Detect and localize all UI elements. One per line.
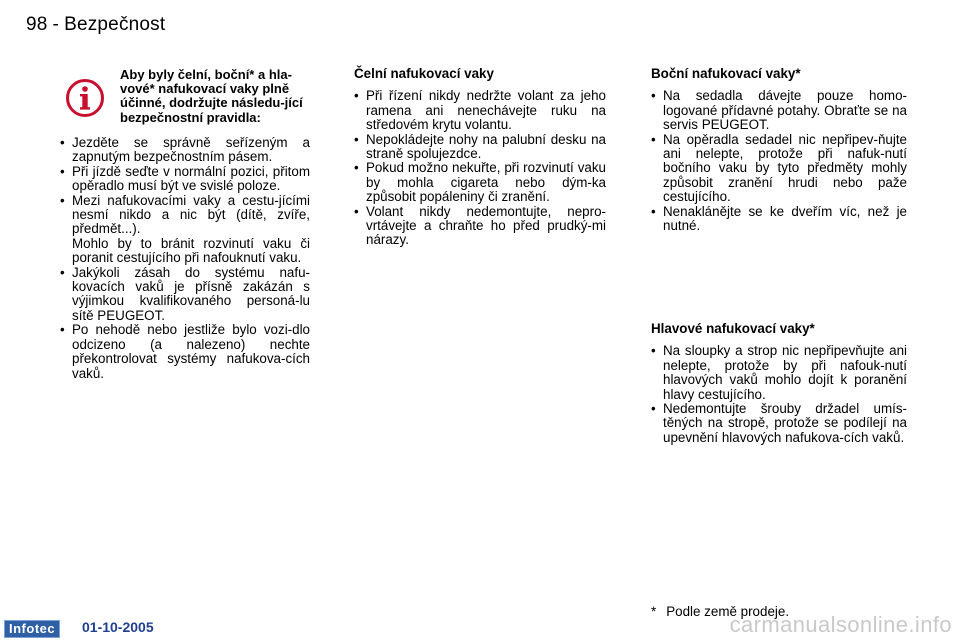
section-heading: Boční nafukovací vaky*: [651, 66, 801, 81]
front-airbags-list: [354, 89, 606, 247]
front-airbags-section: [354, 67, 606, 248]
header-separator: -: [52, 14, 60, 35]
list-item: • Mezi nafukovacími vaky a cestu-jícími nesmí nikdo a nic být (dítě, zvíře, předmět...).: [60, 194, 310, 237]
list-item: • Na sloupky a strop nic nepřipevňujte ani nelepte, protože by při nafouk-nutí hlavových vaků mohlo dojít k poranění hlavy cestujícího.: [651, 344, 907, 402]
list-item: • Nepokládejte nohy na palubní desku na straně spolujezdce.: [354, 133, 606, 162]
list-item-continuation: Mohlo by to bránit rozvinutí vaku či poranit cestujícího při nafouknutí vaku.: [72, 235, 310, 266]
info-icon: [65, 78, 105, 118]
footnote-marker: *: [651, 604, 657, 619]
list-item: • Jakýkoli zásah do systému nafu-kovacích vaků je přísně zakázán s výjimkou kvalifikovaného personá-lu sítě PEUGEOT.: [60, 266, 310, 324]
page-header: [26, 14, 165, 36]
side-airbags-list: [651, 89, 907, 233]
list-item: • Jezděte se správně seřízeným a zapnutým bezpečnostním pásem.: [60, 136, 310, 165]
list-item: • Nedemontujte šrouby držadel umís-těných na stropě, protože se podílejí na upevnění hlavových nafukova-cích vaků.: [651, 402, 907, 445]
infotec-logo: Infotec: [4, 620, 60, 638]
list-item: • Při řízení nikdy nedržte volant za jeho ramena ani nenechávejte ruku na středovém krytu volantu.: [354, 89, 606, 132]
side-airbags-section: [651, 67, 907, 233]
footer-date: 01-10-2005: [82, 619, 154, 635]
watermark: carmanualsonline.info: [729, 612, 952, 637]
page-number: 98: [26, 14, 48, 35]
info-box: [60, 68, 310, 128]
safety-rules-list: [60, 136, 310, 381]
list-item: • Při jízdě seďte v normální pozici, přitom opěradlo musí být ve svislé poloze.: [60, 165, 310, 194]
section-heading: Čelní nafukovací vaky: [354, 66, 494, 81]
head-airbags-section: [651, 322, 907, 445]
info-box-text: Aby byly čelní, boční* a hla-vové* nafukovací vaky plně účinné, dodržujte následu-jící bezpečnostní pravidla:: [120, 67, 303, 125]
section-heading: Hlavové nafukovací vaky*: [651, 321, 815, 336]
list-item: • Po nehodě nebo jestliže bylo vozi-dlo odcizeno (a nalezeno) nechte překontrolovat systémy nafukova-cích vaků.: [60, 323, 310, 381]
page-title: Bezpečnost: [64, 14, 166, 35]
list-item: • Nenaklánějte se ke dveřím víc, než je nutné.: [651, 205, 907, 234]
head-airbags-list: [651, 344, 907, 445]
list-item: • Na opěradla sedadel nic nepřipev-ňujte ani nelepte, protože při nafuk-nutí bočního vaku by tyto předměty mohly způsobit zranění hrudi nebo paže cestujícího.: [651, 133, 907, 205]
list-item: • Pokud možno nekuřte, při rozvinutí vaku by mohla cigareta nebo dým-ka způsobit popáleniny či zranění.: [354, 161, 606, 204]
list-item: • Volant nikdy nedemontujte, nepro-vrtávejte a chraňte ho před prudký-mi nárazy.: [354, 205, 606, 248]
footnote-text: Podle země prodeje.: [666, 604, 790, 619]
list-item: • Na sedadla dávejte pouze homo-logované přídavné potahy. Obraťte se na servis PEUGEOT.: [651, 89, 907, 132]
